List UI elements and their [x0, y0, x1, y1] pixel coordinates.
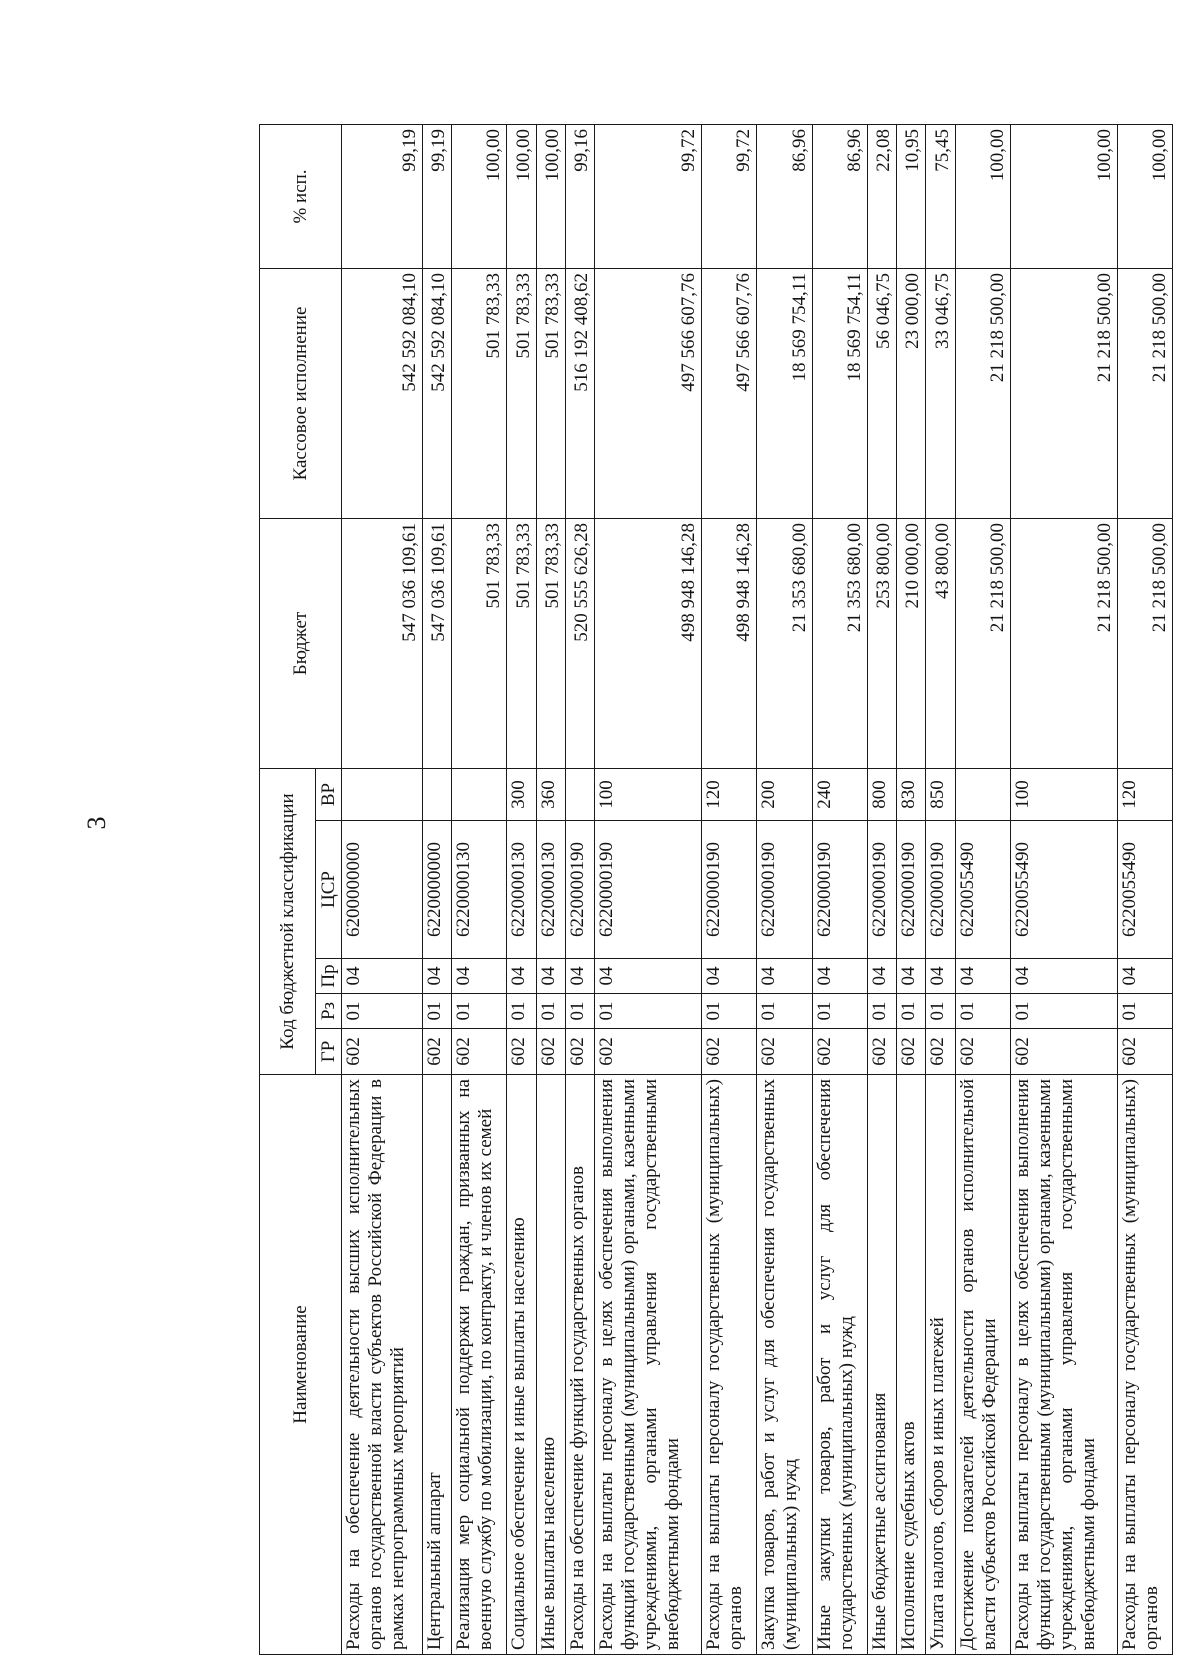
header-rz: Рз: [316, 994, 342, 1029]
row-gr: 602: [507, 1029, 536, 1075]
row-csr: 6220055490: [1117, 821, 1172, 959]
table-row: [507, 124, 536, 1654]
row-budget: 520 555 626,28: [566, 518, 595, 768]
row-vr: 240: [812, 768, 867, 820]
row-pr: 04: [452, 959, 507, 994]
row-pr: 04: [1117, 959, 1172, 994]
row-execution: 497 566 607,76: [595, 268, 702, 518]
row-percent: 99,19: [342, 124, 423, 268]
row-pr: 04: [897, 959, 926, 994]
header-vr: ВР: [316, 768, 342, 820]
row-percent: 100,00: [452, 124, 507, 268]
row-csr: 6220055490: [955, 821, 1010, 959]
row-pr: 04: [757, 959, 812, 994]
row-budget: 498 948 146,28: [702, 518, 757, 768]
row-execution: 501 783,33: [536, 268, 565, 518]
row-gr: 602: [452, 1029, 507, 1075]
row-execution: 21 218 500,00: [1010, 268, 1117, 518]
row-gr: 602: [897, 1029, 926, 1075]
row-execution: 497 566 607,76: [702, 268, 757, 518]
row-percent: 99,72: [595, 124, 702, 268]
row-vr: 100: [595, 768, 702, 820]
row-vr: 120: [702, 768, 757, 820]
row-vr: 360: [536, 768, 565, 820]
row-rz: 01: [1117, 994, 1172, 1029]
row-execution: 542 592 084,10: [342, 268, 423, 518]
header-csr: ЦСР: [316, 821, 342, 959]
header-code-group: Код бюджетной классификации: [260, 768, 316, 1074]
row-csr: 6220000130: [507, 821, 536, 959]
row-budget: 43 800,00: [926, 518, 955, 768]
row-name: Иные бюджетные ассигнования: [867, 1075, 896, 1655]
row-percent: 99,16: [566, 124, 595, 268]
row-percent: 22,08: [867, 124, 896, 268]
table-row: [867, 124, 896, 1654]
table-row: [757, 124, 812, 1654]
row-budget: 21 353 680,00: [812, 518, 867, 768]
row-pr: 04: [595, 959, 702, 994]
row-rz: 01: [702, 994, 757, 1029]
table-body: [342, 124, 1173, 1654]
table-row: [566, 124, 595, 1654]
table-row: [955, 124, 1010, 1654]
row-gr: 602: [422, 1029, 451, 1075]
row-gr: 602: [595, 1029, 702, 1075]
table-header: [260, 124, 342, 1654]
header-budget: Бюджет: [260, 518, 342, 768]
row-execution: 21 218 500,00: [955, 268, 1010, 518]
row-vr: [566, 768, 595, 820]
row-name: Расходы на выплаты персоналу в целях обеспечения выполнения функций государственными (муниципальными) органами, казенными учреждениями, органами управления государственными внебюджетными фондами: [1010, 1075, 1117, 1655]
table-row: [926, 124, 955, 1654]
row-percent: 100,00: [1010, 124, 1117, 268]
row-execution: 33 046,75: [926, 268, 955, 518]
row-pr: 04: [926, 959, 955, 994]
row-rz: 01: [897, 994, 926, 1029]
row-csr: 6220000190: [702, 821, 757, 959]
row-pr: 04: [702, 959, 757, 994]
header-name: Наименование: [260, 1075, 342, 1655]
budget-table: [259, 124, 1173, 1655]
row-execution: 56 046,75: [867, 268, 896, 518]
row-gr: 602: [566, 1029, 595, 1075]
row-rz: 01: [595, 994, 702, 1029]
row-pr: 04: [342, 959, 423, 994]
row-csr: 6220000190: [566, 821, 595, 959]
row-pr: 04: [812, 959, 867, 994]
row-percent: 100,00: [507, 124, 536, 268]
row-name: Центральный аппарат: [422, 1075, 451, 1655]
row-gr: 602: [1117, 1029, 1172, 1075]
row-name: Иные выплаты населению: [536, 1075, 565, 1655]
row-percent: 99,19: [422, 124, 451, 268]
row-execution: 516 192 408,62: [566, 268, 595, 518]
row-pr: 04: [1010, 959, 1117, 994]
table-row: [452, 124, 507, 1654]
row-csr: 6220055490: [1010, 821, 1117, 959]
header-gr: ГР: [316, 1029, 342, 1075]
header-percent: % исп.: [260, 124, 342, 268]
row-pr: 04: [507, 959, 536, 994]
header-execution: Кассовое исполнение: [260, 268, 342, 518]
row-csr: 6220000190: [595, 821, 702, 959]
row-execution: 21 218 500,00: [1117, 268, 1172, 518]
row-percent: 99,72: [702, 124, 757, 268]
row-percent: 100,00: [1117, 124, 1172, 268]
row-budget: 501 783,33: [507, 518, 536, 768]
row-execution: 542 592 084,10: [422, 268, 451, 518]
row-execution: 18 569 754,11: [757, 268, 812, 518]
row-pr: 04: [422, 959, 451, 994]
header-pr: Пр: [316, 959, 342, 994]
row-vr: [422, 768, 451, 820]
row-rz: 01: [926, 994, 955, 1029]
row-csr: 6220000190: [867, 821, 896, 959]
row-gr: 602: [926, 1029, 955, 1075]
row-gr: 602: [342, 1029, 423, 1075]
row-name: Достижение показателей деятельности органов исполнительной власти субъектов Российской Федерации: [955, 1075, 1010, 1655]
row-vr: [955, 768, 1010, 820]
row-rz: 01: [536, 994, 565, 1029]
row-name: Социальное обеспечение и иные выплаты населению: [507, 1075, 536, 1655]
row-percent: 100,00: [955, 124, 1010, 268]
row-rz: 01: [566, 994, 595, 1029]
row-csr: 6220000190: [812, 821, 867, 959]
row-name: Уплата налогов, сборов и иных платежей: [926, 1075, 955, 1655]
table-row: [702, 124, 757, 1654]
row-gr: 602: [702, 1029, 757, 1075]
row-pr: 04: [955, 959, 1010, 994]
table-row: [422, 124, 451, 1654]
table-row: [536, 124, 565, 1654]
row-budget: 210 000,00: [897, 518, 926, 768]
row-budget: 21 218 500,00: [1010, 518, 1117, 768]
row-vr: 100: [1010, 768, 1117, 820]
row-csr: 6220000190: [926, 821, 955, 959]
row-execution: 501 783,33: [452, 268, 507, 518]
row-rz: 01: [867, 994, 896, 1029]
row-rz: 01: [812, 994, 867, 1029]
row-csr: 6220000130: [536, 821, 565, 959]
row-gr: 602: [867, 1029, 896, 1075]
row-csr: 6200000000: [342, 821, 423, 959]
row-budget: 498 948 146,28: [595, 518, 702, 768]
row-name: Закупка товаров, работ и услуг для обеспечения государственных (муниципальных) нужд: [757, 1075, 812, 1655]
row-csr: 6220000190: [757, 821, 812, 959]
row-rz: 01: [1010, 994, 1117, 1029]
table-row: [1117, 124, 1172, 1654]
row-execution: 501 783,33: [507, 268, 536, 518]
row-name: Расходы на обеспечение деятельности высших исполнительных органов государственной власти субъектов Российской Федерации в рамках непрограммных мероприятий: [342, 1075, 423, 1655]
row-vr: [342, 768, 423, 820]
table-row: [812, 124, 867, 1654]
row-rz: 01: [955, 994, 1010, 1029]
row-name: Расходы на выплаты персоналу государственных (муниципальных) органов: [1117, 1075, 1172, 1655]
row-name: Реализация мер социальной поддержки граждан, призванных на военную службу по мобилизации, по контракту, и членов их семей: [452, 1075, 507, 1655]
row-budget: 21 218 500,00: [1117, 518, 1172, 768]
row-vr: 800: [867, 768, 896, 820]
row-gr: 602: [1010, 1029, 1117, 1075]
row-rz: 01: [757, 994, 812, 1029]
table-row: [342, 124, 423, 1654]
table-row: [897, 124, 926, 1654]
row-name: Расходы на выплаты персоналу в целях обеспечения выполнения функций государственными (муниципальными) органами, казенными учреждениями, органами управления государственными внебюджетными фондами: [595, 1075, 702, 1655]
row-budget: 501 783,33: [536, 518, 565, 768]
row-vr: 200: [757, 768, 812, 820]
row-pr: 04: [536, 959, 565, 994]
row-execution: 18 569 754,11: [812, 268, 867, 518]
row-csr: 6220000130: [452, 821, 507, 959]
row-name: Расходы на обеспечение функций государственных органов: [566, 1075, 595, 1655]
row-execution: 23 000,00: [897, 268, 926, 518]
row-percent: 86,96: [812, 124, 867, 268]
row-budget: 21 218 500,00: [955, 518, 1010, 768]
row-vr: 850: [926, 768, 955, 820]
row-gr: 602: [812, 1029, 867, 1075]
row-budget: 21 353 680,00: [757, 518, 812, 768]
table-row: [1010, 124, 1117, 1654]
row-name: Иные закупки товаров, работ и услуг для обеспечения государственных (муниципальных) нужд: [812, 1075, 867, 1655]
row-vr: [452, 768, 507, 820]
row-rz: 01: [507, 994, 536, 1029]
row-vr: 120: [1117, 768, 1172, 820]
row-vr: 300: [507, 768, 536, 820]
row-name: Исполнение судебных актов: [897, 1075, 926, 1655]
row-percent: 86,96: [757, 124, 812, 268]
row-gr: 602: [536, 1029, 565, 1075]
page-number: 3: [82, 816, 111, 830]
row-budget: 547 036 109,61: [342, 518, 423, 768]
row-rz: 01: [422, 994, 451, 1029]
row-pr: 04: [867, 959, 896, 994]
row-pr: 04: [566, 959, 595, 994]
row-vr: 830: [897, 768, 926, 820]
rotated-table-container: [259, 125, 1173, 1655]
row-rz: 01: [342, 994, 423, 1029]
row-rz: 01: [452, 994, 507, 1029]
table-row: [595, 124, 702, 1654]
row-gr: 602: [757, 1029, 812, 1075]
row-percent: 10,95: [897, 124, 926, 268]
row-gr: 602: [955, 1029, 1010, 1075]
row-budget: 501 783,33: [452, 518, 507, 768]
row-budget: 253 800,00: [867, 518, 896, 768]
row-name: Расходы на выплаты персоналу государственных (муниципальных) органов: [702, 1075, 757, 1655]
row-budget: 547 036 109,61: [422, 518, 451, 768]
row-csr: 6220000000: [422, 821, 451, 959]
row-csr: 6220000190: [897, 821, 926, 959]
row-percent: 75,45: [926, 124, 955, 268]
row-percent: 100,00: [536, 124, 565, 268]
